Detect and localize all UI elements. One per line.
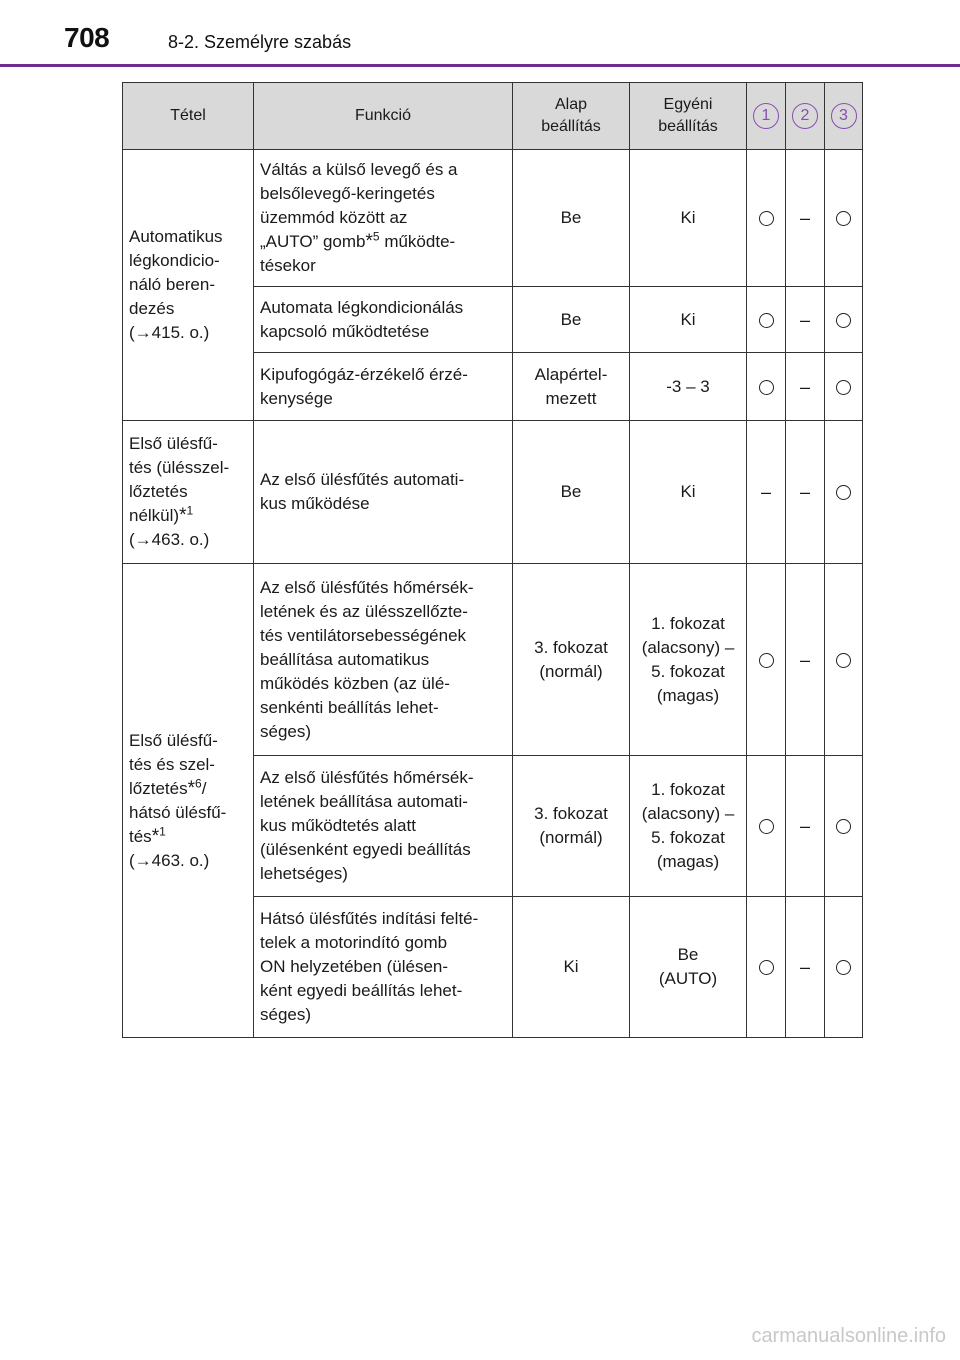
custom-line: (magas) [656,852,720,871]
function-line [260,230,506,254]
function-line: lehetséges) [260,864,348,883]
mark-cell [747,564,786,756]
number-1-badge: 1 [753,103,779,129]
mark-cell [786,150,825,287]
function-text: „AUTO” gomb [260,232,366,251]
function-cell [254,421,513,564]
header-default [513,83,630,150]
custom-value [630,897,747,1038]
item-cell [123,564,254,1038]
mark-cell [786,353,825,421]
custom-line: Ki [680,309,696,329]
item-line [129,777,247,801]
dash-mark: – [799,482,810,502]
header-col-1 [747,83,786,150]
default-line: Alapértel- [534,364,608,384]
mark-cell [825,756,863,897]
circle-mark [836,819,851,834]
function-line: üzemmód között az [260,208,408,227]
function-line: működés közben (az ülé- [260,673,450,693]
circle-mark [759,960,774,975]
header-custom-line: beállítás [658,118,718,135]
item-line: Első ülésfű- [129,434,218,453]
circle-mark [759,653,774,668]
function-cell [254,564,513,756]
custom-line: 5. fokozat [651,828,725,847]
item-text: / [201,778,207,798]
circle-mark [759,819,774,834]
custom-line: -3 – 3 [666,376,710,396]
item-line: lőztetés [129,482,188,501]
footnote-number: 1 [186,503,194,518]
mark-cell [825,564,863,756]
number-2-badge: 2 [792,103,818,129]
custom-line: (alacsony) – [641,804,735,823]
header-custom-line: Egyéni [663,96,713,113]
header-divider [0,64,960,67]
custom-line: (AUTO) [658,969,718,988]
custom-value [630,150,747,287]
mark-cell [825,897,863,1038]
custom-line: 1. fokozat [651,613,725,633]
item-line: Első ülésfű- [129,730,218,750]
item-reference: (→463. o.) [129,850,210,870]
function-line: Kipufogógáz-érzékelő érzé- [260,364,468,384]
mark-cell [747,421,786,564]
function-cell [254,150,513,287]
mark-cell [786,421,825,564]
watermark: carmanualsonline.info [751,1325,946,1347]
mark-cell [825,287,863,353]
item-line [129,825,247,849]
footnote-number: 5 [372,229,380,244]
default-value [513,287,630,353]
table-header-row [123,83,863,150]
function-line: senkénti beállítás lehet- [260,697,439,717]
item-line: hátsó ülésfű- [129,802,227,822]
number-3-badge: 3 [831,103,857,129]
function-line: séges) [260,721,312,741]
default-value [513,756,630,897]
custom-line: Ki [680,482,696,501]
custom-value [630,756,747,897]
mark-cell [747,287,786,353]
default-value [513,353,630,421]
function-line: Automata légkondicionálás [260,297,464,317]
circle-mark [836,485,851,500]
dash-mark: – [760,482,771,502]
mark-cell [825,150,863,287]
mark-cell [747,897,786,1038]
dash-mark: – [799,957,810,977]
header-col-2 [786,83,825,150]
function-line: belsőlevegő-keringetés [260,184,435,203]
item-line: tés és szel- [129,754,215,774]
circle-mark [759,211,774,226]
dash-mark: – [799,208,810,228]
table-row [123,150,863,287]
item-text: lőztetés [129,778,188,798]
footnote-star: * [365,231,373,252]
dash-mark: – [799,376,810,397]
function-line: tésekor [260,256,316,275]
footnote-star: * [187,777,195,799]
circle-mark [836,313,851,328]
function-line: kapcsoló működtetése [260,321,430,341]
default-line: Ki [563,957,579,976]
function-line: Váltás a külső levegő és a [260,160,458,179]
item-line: dezés [129,299,175,318]
circle-mark [759,313,774,328]
item-line [129,504,247,528]
function-cell [254,897,513,1038]
function-line: Az első ülésfűtés hőmérsék- [260,768,474,787]
custom-line: (alacsony) – [641,637,735,657]
footnote-star: * [179,505,187,526]
dash-mark: – [799,309,810,330]
circle-mark [759,380,774,395]
item-line: tés (ülésszel- [129,458,230,477]
custom-line: 1. fokozat [651,780,725,799]
mark-cell [786,287,825,353]
custom-value [630,287,747,353]
function-line: séges) [260,1005,312,1024]
mark-cell [786,564,825,756]
item-reference: (→415. o.) [129,323,210,342]
header-default-line: beállítás [541,118,601,135]
default-line: 3. fokozat [534,637,608,657]
function-line: Az első ülésfűtés hőmérsék- [260,577,474,597]
function-line: ként egyedi beállítás lehet- [260,981,463,1000]
custom-line: 5. fokozat [651,661,725,681]
item-line: légkondicio- [129,251,220,270]
mark-cell [786,897,825,1038]
section-title: 8-2. Személyre szabás [168,32,352,52]
function-cell [254,756,513,897]
custom-line: Ki [680,208,696,227]
page-number: 708 [64,22,110,53]
item-text: nélkül) [129,506,180,525]
custom-value [630,421,747,564]
page-header [0,0,960,68]
footnote-star: * [151,825,160,847]
mark-cell [747,353,786,421]
header-default-line: Alap [554,96,588,113]
table-row [123,564,863,756]
item-cell [123,150,254,421]
function-cell [254,353,513,421]
circle-mark [836,960,851,975]
function-line: letének beállítása automati- [260,792,468,811]
function-line: telek a motorindító gomb [260,933,448,952]
footnote-number: 1 [159,823,166,838]
custom-line: (magas) [656,685,720,705]
default-line: (normál) [539,661,603,681]
default-line: 3. fokozat [534,804,608,823]
function-cell [254,287,513,353]
header-custom [630,83,747,150]
function-text: működte- [379,232,456,251]
footnote-number: 6 [195,775,202,790]
default-line: Be [560,309,582,329]
dash-mark: – [799,649,810,670]
function-line: Az első ülésfűtés automati- [260,470,465,489]
default-line: mezett [545,388,597,408]
default-value [513,150,630,287]
mark-cell [747,150,786,287]
item-line: náló beren- [129,275,216,294]
header-item: Tétel [123,83,254,150]
dash-mark: – [799,816,810,836]
custom-value [630,564,747,756]
item-line: Automatikus [129,227,223,246]
default-line: Be [560,482,582,501]
function-line: (ülésenként egyedi beállítás [260,840,471,859]
mark-cell [825,353,863,421]
circle-mark [836,211,851,226]
header-function: Funkció [254,83,513,150]
function-line: tés ventilátorsebességének [260,625,467,645]
custom-line: Be [677,945,699,964]
default-value [513,897,630,1038]
function-line: kus működése [260,494,370,513]
mark-cell [825,421,863,564]
mark-cell [786,756,825,897]
custom-value [630,353,747,421]
default-value [513,564,630,756]
circle-mark [836,653,851,668]
header-col-3 [825,83,863,150]
default-value [513,421,630,564]
settings-table [122,82,863,1038]
function-line: letének és az ülésszellőzte- [260,601,468,621]
default-line: Be [560,208,582,227]
item-reference: (→463. o.) [129,530,210,549]
table-row [123,421,863,564]
mark-cell [747,756,786,897]
item-text: tés [129,826,152,846]
item-cell [123,421,254,564]
function-line: kus működtetés alatt [260,816,416,835]
function-line: ON helyzetében (ülésen- [260,957,449,976]
function-line: kenysége [260,388,333,408]
default-line: (normál) [539,828,603,847]
circle-mark [836,380,851,395]
function-line: Hátsó ülésfűtés indítási felté- [260,909,479,928]
function-line: beállítása automatikus [260,649,430,669]
